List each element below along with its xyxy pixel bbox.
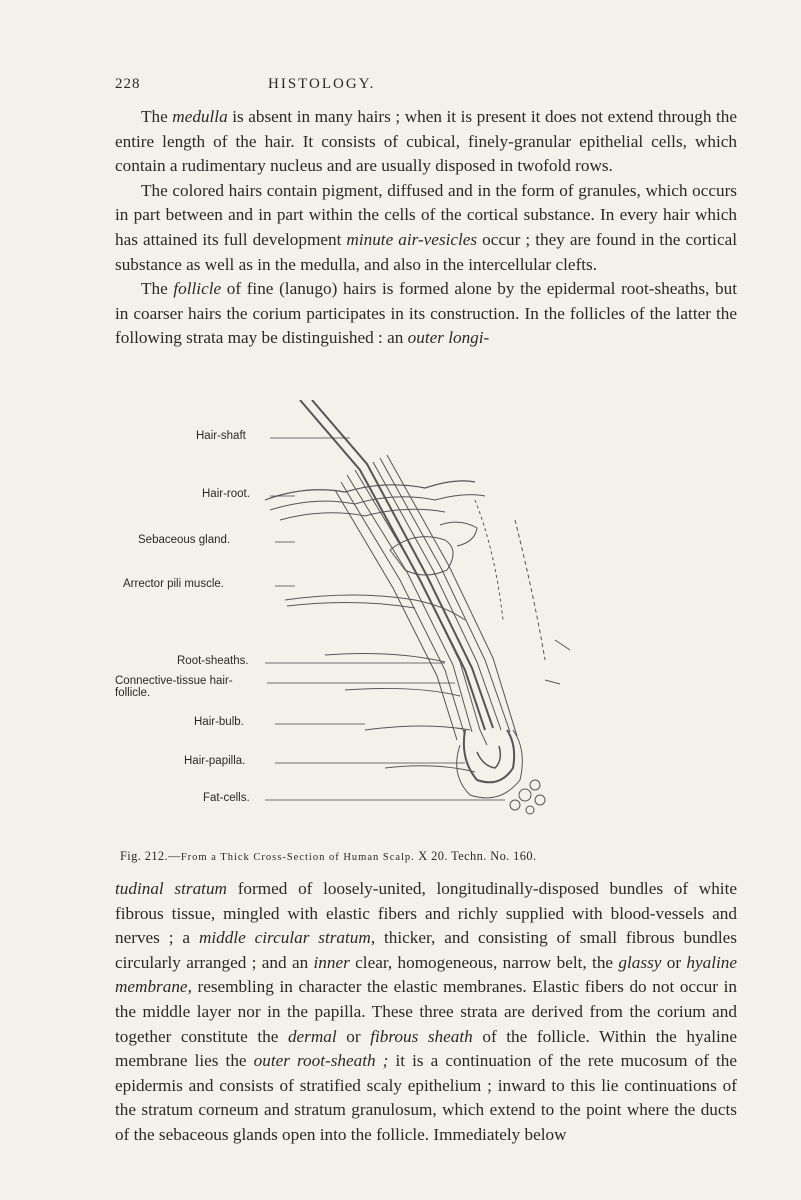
paragraph-colored-hairs: The colored hairs contain pigment, diffused and in the form of granules, which occurs in part between and in part within the cells of the cortical substance. In every hair which has attained its full development minute air-vesicles occur ; they are found in the cortical substance as well as in the medulla, and also in the intercellular clefts. [115, 180, 737, 274]
label-arrector-pili-muscle: Arrector pili muscle. [123, 578, 224, 590]
hair-follicle-illustration [115, 400, 737, 845]
caption-technic: Techn. No. 160. [447, 849, 537, 863]
figure-caption: Fig. 212.—From a Thick Cross-Section of Human Scalp. X 20. Techn. No. 160. [120, 849, 537, 863]
paragraph-medulla: The medulla is absent in many hairs ; when it is present it does not extend through the entire length of the hair. It consists of cubical, finely-granular epithelial cells, which contain a rudimentary nucleus and are usually disposed in twofold rows. [115, 107, 737, 176]
label-fat-cells: Fat-cells. [203, 792, 250, 804]
running-title: HISTOLOGY. [268, 76, 376, 92]
caption-fig-number: Fig. 212. [120, 849, 169, 863]
label-hair-bulb: Hair-bulb. [194, 716, 244, 728]
top-text [115, 105, 737, 351]
paragraph-follicle-strata: tudinal stratum formed of loosely-united, longitudinally-disposed bundles of white fibrous tissue, mingled with elastic fibers and richly supplied with blood-vessels and nerves ; a middle circular stratum, thicker, and consisting of small fibrous bundles circularly arranged ; and an inner clear, homogeneous, narrow belt, the glassy or hyaline membrane, resembling in character the elastic membranes. Elastic fibers do not occur in the middle layer nor in the papilla. These three strata are derived from the corium and together constitute the dermal or fibrous sheath of the follicle. Within the hyaline membrane lies the outer root-sheath ; it is a continuation of the rete mucosum of the epidermis and consists of stratified scaly epithelium ; inward to this lie continuations of the stratum corneum and stratum granulosum, which extend to the point where the ducts of the sebaceous glands open into the follicle. Immediately below [115, 879, 737, 1144]
hair-follicle-figure [115, 400, 737, 845]
label-hair-root: Hair-root. [202, 488, 250, 500]
caption-source: From a Thick Cross-Section of Human Scalp. [180, 852, 415, 863]
paragraph-follicle: The follicle of fine (lanugo) hairs is formed alone by the epidermal root-sheaths, but in coarser hairs the corium participates in its construction. In the follicles of the latter the following strata may be distinguished : an outer longi- [115, 279, 737, 348]
label-connective-tissue-hair: Connective-tissue hair- [115, 675, 233, 687]
label-hair-shaft: Hair-shaft [196, 430, 246, 442]
label-root-sheaths: Root-sheaths. [177, 655, 249, 667]
label-follicle: follicle. [115, 687, 151, 699]
bottom-text [115, 877, 737, 1148]
label-sebaceous-gland: Sebaceous gland. [138, 534, 231, 546]
page-number: 228 [115, 76, 141, 92]
caption-magnification: X 20. [414, 849, 448, 863]
label-hair-papilla: Hair-papilla. [184, 755, 246, 767]
